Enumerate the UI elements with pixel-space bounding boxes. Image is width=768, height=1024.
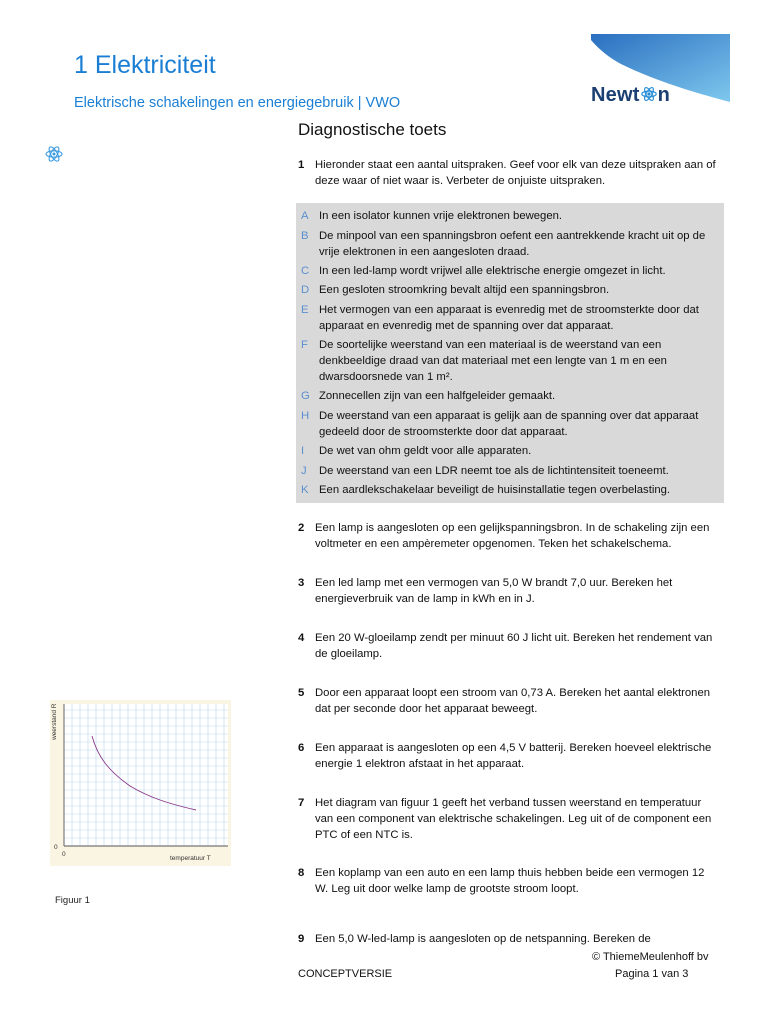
question-6: 6 Een apparaat is aangesloten op een 4,5 V batterij. Bereken hoeveel elektrische energie 1 elektron afstaat in het apparaat.	[298, 742, 712, 770]
chapter-subtitle: Elektrische schakelingen en energiegebruik | VWO	[74, 95, 401, 111]
statement-i: I De wet van ohm geldt voor alle apparaten.	[301, 445, 532, 457]
statement-a: A In een isolator kunnen vrije elektronen bewegen.	[301, 210, 563, 222]
statement-d: D Een gesloten stroomkring bevalt altijd een spanningsbron.	[301, 284, 610, 296]
statement-b: B De minpool van een spanningsbron oefent een aantrekkende kracht uit op de vrije elektronen in een aangesloten draad.	[301, 230, 706, 258]
chapter-title: 1 Elektriciteit	[74, 51, 216, 79]
figure-caption: Figuur 1	[55, 895, 90, 906]
question-text: Hieronder staat een aantal uitspraken. Geef voor elk van deze uitspraken aan of deze waar of niet waar is. Verbeter de onjuiste uitspraken.	[315, 159, 716, 187]
origin-x-label: 0	[62, 851, 66, 858]
figure-1-diagram	[50, 700, 231, 866]
x-axis-label: temperatuur T	[170, 855, 211, 862]
question-1	[298, 157, 718, 189]
statement-j: J De weerstand van een LDR neemt toe als de lichtintensiteit toeneemt.	[301, 465, 669, 477]
question-number: 1	[298, 159, 305, 171]
page-number: Pagina 1 van 3	[615, 968, 689, 980]
atom-icon	[44, 144, 64, 164]
statement-k: K Een aardlekschakelaar beveiligt de huisinstallatie tegen overbelasting.	[301, 484, 671, 496]
question-7: 7 Het diagram van figuur 1 geeft het verband tussen weerstand en temperatuur van een component van elektrische schakelingen. Leg uit of de component een PTC of een NTC is.	[298, 797, 712, 841]
statement-f: F De soortelijke weerstand van een materiaal is de weerstand van een denkbeeldige draad van dat materiaal met een lengte van 1 m en een dwarsdoorsnede van 1 m².	[301, 339, 667, 383]
section-title: Diagnostische toets	[298, 120, 447, 139]
footer-concept: CONCEPTVERSIE	[298, 968, 393, 980]
statement-g: G Zonnecellen zijn van een halfgeleider gemaakt.	[301, 390, 556, 402]
logo-text: Newt n	[591, 84, 671, 106]
y-axis-label: weerstand R	[51, 703, 58, 740]
statement-h: H De weerstand van een apparaat is gelijk aan de spanning over dat apparaat gedeeld door de stroomsterkte door dat apparaat.	[301, 410, 699, 438]
question-3: 3 Een led lamp met een vermogen van 5,0 W brandt 7,0 uur. Bereken het energieverbruik van de lamp in kWh en in J.	[298, 577, 673, 605]
atom-icon	[640, 85, 658, 103]
question-4: 4 Een 20 W-gloeilamp zendt per minuut 60 J licht uit. Bereken het rendement van de gloeilamp.	[298, 632, 713, 660]
question-9: 9 Een 5,0 W-led-lamp is aangesloten op de netspanning. Bereken de	[298, 933, 651, 945]
copyright: © ThiemeMeulenhoff bv	[592, 951, 709, 963]
question-5: 5 Door een apparaat loopt een stroom van 0,73 A. Bereken het aantal elektronen dat per seconde door het apparaat beweegt.	[298, 687, 711, 715]
statement-e: E Het vermogen van een apparaat is evenredig met de stroomsterkte door dat apparaat en evenredig met de spanning over dat apparaat.	[301, 304, 699, 332]
origin-y-label: 0	[54, 844, 58, 851]
statement-c: C In een led-lamp wordt vrijwel alle elektrische energie omgezet in licht.	[301, 265, 666, 277]
question-2: 2 Een lamp is aangesloten op een gelijkspanningsbron. In de schakeling zijn een voltmeter en een ampèremeter opgenomen. Teken het schakelschema.	[298, 522, 710, 550]
question-8: 8 Een koplamp van een auto en een lamp thuis hebben beide een vermogen 12 W. Leg uit door welke lamp de grootste stroom loopt.	[298, 867, 705, 895]
